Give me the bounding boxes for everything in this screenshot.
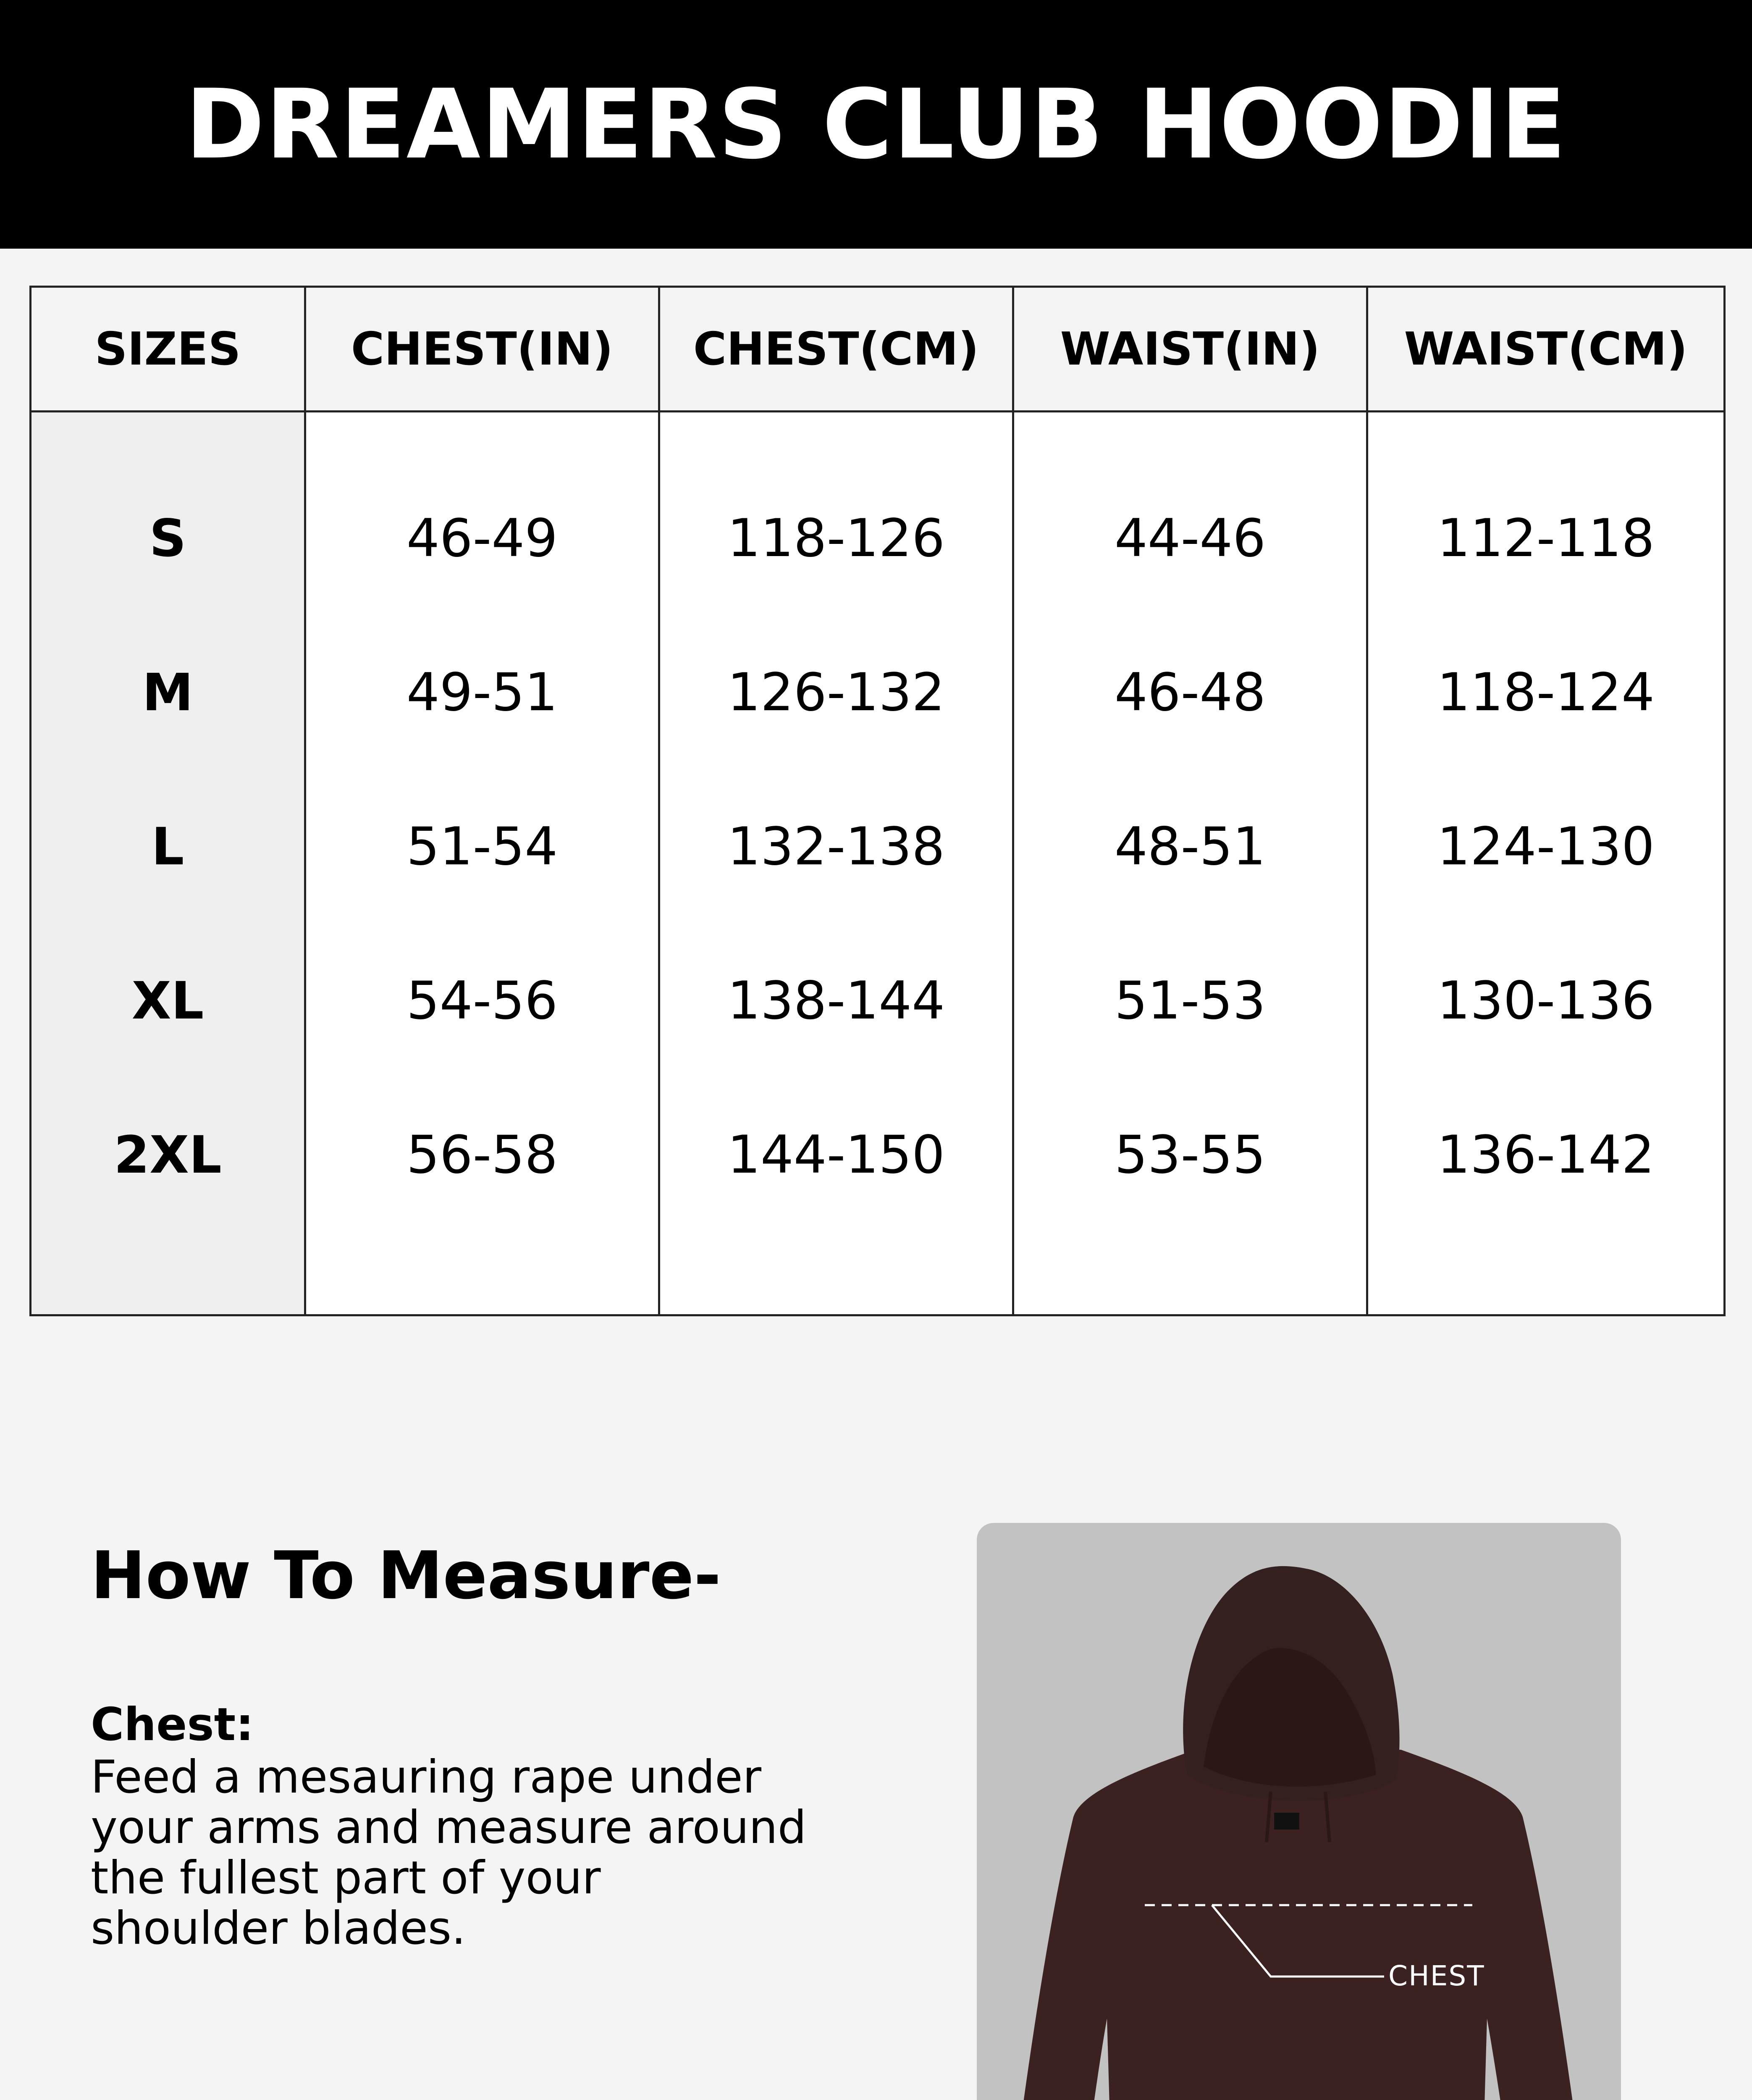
waist-cm-column xyxy=(1367,412,1725,1315)
chest-in-value: 46-49 xyxy=(406,508,558,569)
table-header-row xyxy=(31,287,1725,412)
chest-title: Chest: xyxy=(91,1698,254,1751)
size-chart-table xyxy=(29,286,1726,1316)
waist-cm-value: 136-142 xyxy=(1437,1125,1655,1185)
chest-cm-value: 126-132 xyxy=(727,662,945,723)
chest-in-value: 56-58 xyxy=(406,1125,558,1185)
chest-instruction-line: shoulder blades. xyxy=(91,1902,466,1955)
measure-heading: How To Measure- xyxy=(91,1537,721,1614)
how-to-measure-section xyxy=(91,1537,931,2100)
waist-in-value: 44-46 xyxy=(1114,508,1266,569)
waist-cm-value: 124-130 xyxy=(1437,816,1655,877)
waist-cm-value: 118-124 xyxy=(1437,662,1655,723)
header-sizes: SIZES xyxy=(31,287,305,412)
title-banner xyxy=(0,0,1752,249)
waist-cm-value: 130-136 xyxy=(1437,971,1655,1031)
waist-in-value: 48-51 xyxy=(1114,816,1266,877)
waist-in-value: 46-48 xyxy=(1114,662,1266,723)
header-waist-in: WAIST(IN) xyxy=(1013,287,1367,412)
header-waist-cm: WAIST(CM) xyxy=(1367,287,1725,412)
size-label: 2XL xyxy=(114,1125,222,1185)
waist-cm-value: 112-118 xyxy=(1437,508,1655,569)
size-label: M xyxy=(142,663,194,722)
waist-in-column xyxy=(1013,412,1367,1315)
chest-in-value: 49-51 xyxy=(406,662,558,723)
chest-in-value: 51-54 xyxy=(406,816,558,877)
chest-in-column xyxy=(305,412,659,1315)
chest-cm-value: 144-150 xyxy=(727,1125,945,1185)
chest-in-value: 54-56 xyxy=(406,971,558,1031)
chest-instruction-line: Feed a mesauring rape under xyxy=(91,1751,762,1803)
header-chest-cm: CHEST(CM) xyxy=(659,287,1013,412)
hoodie-body xyxy=(1000,1750,1596,2100)
hoodie-measurement-image xyxy=(977,1523,1621,2100)
size-label: L xyxy=(151,817,184,877)
chest-label: CHEST xyxy=(1388,1960,1485,1992)
chest-cm-value: 118-126 xyxy=(727,508,945,569)
size-label: XL xyxy=(131,971,204,1031)
header-chest-in: CHEST(IN) xyxy=(305,287,659,412)
chest-cm-value: 138-144 xyxy=(727,971,945,1031)
chest-instruction-line: the fullest part of your xyxy=(91,1852,601,1904)
waist-in-value: 53-55 xyxy=(1114,1125,1266,1185)
chest-instruction-line: your arms and measure around xyxy=(91,1801,807,1854)
sizes-column xyxy=(31,412,305,1315)
hoodie-illustration xyxy=(977,1523,1621,2100)
chest-cm-value: 132-138 xyxy=(727,816,945,877)
chest-cm-column xyxy=(659,412,1013,1315)
page-title: DREAMERS CLUB HOODIE xyxy=(185,68,1567,180)
waist-in-value: 51-53 xyxy=(1114,971,1266,1031)
size-label: S xyxy=(149,509,186,568)
table-body-row xyxy=(31,412,1725,1315)
